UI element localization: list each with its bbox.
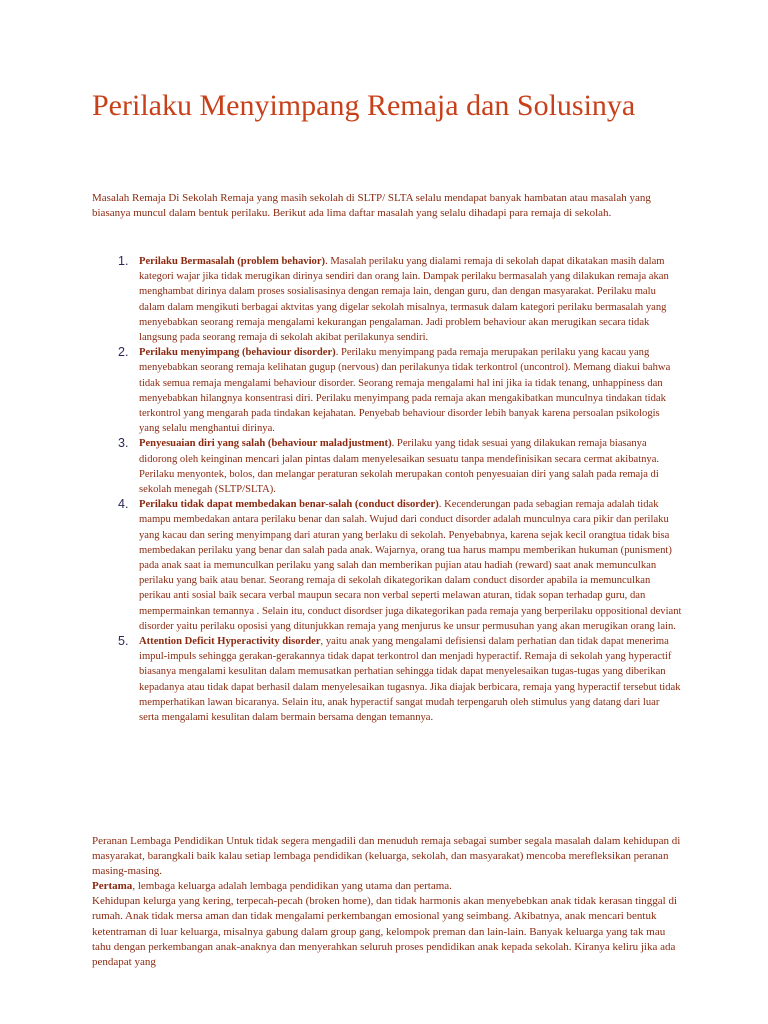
page-title: Perilaku Menyimpang Remaja dan Solusinya bbox=[92, 89, 636, 122]
pertama-line bbox=[92, 879, 682, 894]
list-item bbox=[92, 345, 682, 436]
closing-section bbox=[92, 834, 682, 970]
list-item-text: . Perilaku yang tidak sesuai yang dilakukan remaja biasanya didorong oleh keinginan mencari jalan pintas dalam menyelesaikan sesuatu tanpa mendefinisikan secara cermat akibatnya. Perilaku menyontek, bolos, dan melangar peraturan sekolah merupakan contoh penyesuaian diri yang salah pada remaja di sekolah menegah (SLTP/SLTA). bbox=[139, 438, 660, 496]
list-number: 4. bbox=[118, 497, 129, 512]
continuation-paragraph: Kehidupan kelurga yang kering, terpecah-pecah (broken home), dan tidak harmonis akan menyebebkan anak tidak kerasan tinggal di rumah. Anak tidak mersa aman dan tidak mengalami perkembangan emosional yang seimbang. Akibatnya, anak mencari bentuk ketentraman di luar keluarga, misalnya gabung dalam group gang, kelompok preman dan lain-lain. Banyak keluarga yang tak mau tahu dengan perkembangan anak-anaknya dan menyerahkan seluruh proses pendidikan anak kepada sekolah. Kiranya keliru jika ada pendapat yang bbox=[92, 895, 678, 968]
list-item-text: . Kecenderungan pada sebagian remaja adalah tidak mampu membedakan antara perilaku benar dan salah. Wujud dari conduct disorder adalah munculnya cara pikir dan perilaku yang kacau dan sering menyimpang dari aturan yang berlaku di sekolah. Penyebabnya, karena sejak kecil orangtua tidak bisa membedakan perilaku yang benar dan salah pada anak. Wajarnya, orang tua harus mampu memberikan hukuman (punisment) pada anak saat ia memunculkan perilaku yang salah dan memberikan pujian atau hadiah (reward) saat anak memunculkan perilaku yang baik atau benar. Seorang remaja di sekolah dikategorikan dalam conduct disorder apabila ia memunculkan perikau anti sosial baik secara verbal maupun secara non verbal seperti melawan aturan, tidak sopan terhadap guru, dan mempermainkan temannya . Selain itu, conduct disordser juga dikategorikan pada remaja yang berperilaku oppositional deviant disorder yaitu perilaku oposisi yang ditunjukkan remaja yang menjurus ke unsur permusuhan yang akan merugikan orang lain. bbox=[139, 499, 682, 632]
list-item-text: . Masalah perilaku yang dialami remaja di sekolah dapat dikatakan masih dalam kategori wajar jika tidak merugikan dirinya sendiri dan orang lain. Dampak perilaku bermasalah yang dilakukan remaja akan menghambat dirinya dalam proses sosialisasinya dengan remaja lain, dengan guru, dan dengan masyarakat. Perilaku malu dalam dalam mengikuti berbagai aktvitas yang digelar sekolah misalnya, termasuk dalam kategori perilaku bermasalah yang menyebabkan seorang remaja mengalami kekurangan pengalaman. Jadi problem behaviour akan merugikan secara tidak langsung pada seorang remaja di sekolah akibat perilakunya sendiri. bbox=[139, 256, 669, 344]
list-item bbox=[92, 634, 682, 725]
pertama-text: , lembaga keluarga adalah lembaga pendidikan yang utama dan pertama. bbox=[132, 880, 452, 893]
list-item-text: . Perilaku menyimpang pada remaja merupakan perilaku yang kacau yang menyebabkan seorang remaja kelihatan gugup (nervous) dan perilakunya tidak terkontrol (uncontrol). Memang diakui bahwa tidak semua remaja mengalami behaviour disorder. Seorang remaja mengalami hal ini jika ia tidak tenang, unhappiness dan menyebabkan hilangnya konsentrasi diri. Perilaku menyimpang pada remaja akan mengakibatkan munculnya tindakan tidak terkontrol yang mengarah pada tindakan kejahatan. Penyebab behaviour disorder lebih banyak karena persoalan psikologis yang selalu menghantui dirinya. bbox=[139, 347, 671, 435]
list-item bbox=[92, 436, 682, 497]
list-number: 5. bbox=[118, 634, 129, 649]
intro-paragraph: Masalah Remaja Di Sekolah Remaja yang masih sekolah di SLTP/ SLTA selalu mendapat banyak hambatan atau masalah yang biasanya muncul dalam bentuk perilaku. Berikut ada lima daftar masalah yang selalu dihadapi para remaja di sekolah. bbox=[92, 192, 651, 220]
list-item bbox=[92, 497, 682, 634]
list-item-term: Perilaku menyimpang (behaviour disorder) bbox=[139, 347, 336, 359]
list-item-text: , yaitu anak yang mengalami defisiensi dalam perhatian dan tidak dapat menerima impul-impuls sehingga gerakan-gerakannya tidak dapat terkontrol dan menjadi hyperactif. Remaja di sekolah yang hyperactif biasanya mengalami kesulitan dalam memusatkan perhatian sehingga tidak dapat menyelesaikan tugas-tugas yang diberikan kepadanya atau tidak dapat berhasil dalam menyelesaikan tugasnya. Jika diajak berbicara, remaja yang hyperactif tersebut tidak memperhatikan lawan bicaranya. Selain itu, anak hyperactif sangat mudah terpengaruh oleh stimulus yang datang dari luar serta mengalami kesulitan dalam bermain bersama dengan temannya. bbox=[139, 636, 681, 724]
list-number: 3. bbox=[118, 436, 129, 451]
list-item-term: Attention Deficit Hyperactivity disorder bbox=[139, 636, 321, 648]
list-item bbox=[92, 254, 682, 345]
list-number: 2. bbox=[118, 345, 129, 360]
problem-list bbox=[92, 254, 682, 725]
closing-paragraph: Peranan Lembaga Pendidikan Untuk tidak segera mengadili dan menuduh remaja sebagai sumber segala masalah dalam kehidupan di masyarakat, barangkali baik kalau setiap lembaga pendidikan (keluarga, sekolah, dan masyarakat) mencoba merefleksikan peranan masing-masing. bbox=[92, 835, 681, 878]
pertama-label: Pertama bbox=[92, 880, 133, 893]
list-item-term: Perilaku Bermasalah (problem behavior) bbox=[139, 256, 326, 267]
list-item-term: Perilaku tidak dapat membedakan benar-salah (conduct disorder) bbox=[139, 499, 439, 511]
list-item-term: Penyesuaian diri yang salah (behaviour maladjustment) bbox=[139, 438, 392, 450]
list-number: 1. bbox=[118, 254, 129, 268]
